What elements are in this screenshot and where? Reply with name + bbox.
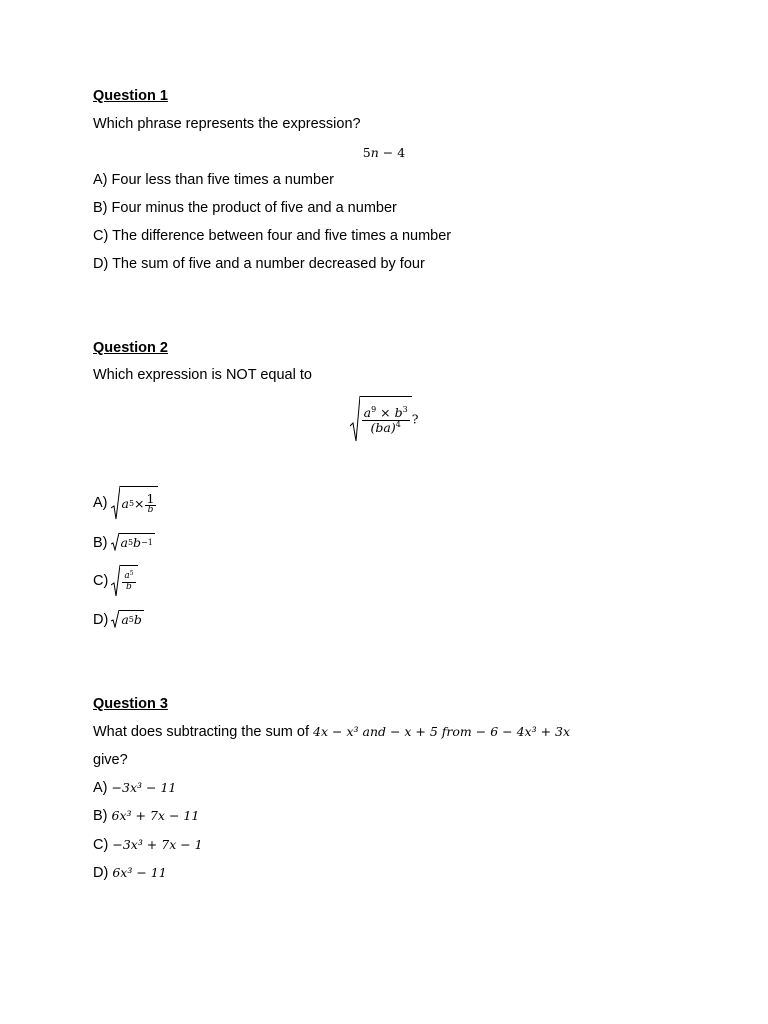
question-2-expression: $\frac{𝑎^9 \times 𝑏^3}{(𝑏𝑎)^4}$ ?	[0, 396, 768, 442]
question-3-prompt	[93, 723, 570, 741]
question-2-option-a: A) 𝑎 5 × $\frac{1}{\text{𝑏}}$	[93, 486, 158, 520]
question-3-option-c: C) −3𝑥³ + 7𝑥 − 1	[93, 837, 203, 853]
question-2-option-d: D) 𝑎 5 𝑏	[93, 611, 142, 628]
question-1-option-d: D) The sum of five and a number decreased by four	[93, 256, 425, 272]
radical-sign: $\frac{𝑎^9 \times 𝑏^3}{(𝑏𝑎)^4}$	[350, 396, 412, 442]
question-3-title: Question 3	[93, 696, 168, 712]
question-1-option-c: C) The difference between four and five times a number	[93, 228, 452, 244]
question-3-option-b: B) 6𝑥³ + 7𝑥 − 11	[93, 808, 200, 824]
question-1-prompt: Which phrase represents the expression?	[93, 116, 361, 132]
question-1-option-b: B) Four minus the product of five and a number	[93, 200, 397, 216]
question-1-title: Question 1	[93, 88, 168, 104]
question-2-option-b: B) 𝑎 5 𝑏 −1	[93, 534, 153, 551]
question-3-option-a: A) −3𝑥³ − 11	[93, 780, 177, 796]
question-3-option-d: D) 6𝑥³ − 11	[93, 865, 167, 881]
question-2-title: Question 2	[93, 340, 168, 356]
question-3-prompt-text: What does subtracting the sum of	[93, 724, 314, 740]
question-2-option-c: C) $\frac{𝑎^5}{\text{𝑏}}$	[93, 565, 138, 597]
question-3-prompt-math: 4𝑥 − 𝑥³ 𝑎𝑛𝑑 − 𝑥 + 5 𝑓𝑟𝑜𝑚 − 6 − 4𝑥³ + 3𝑥	[313, 724, 571, 739]
question-2-prompt: Which expression is NOT equal to	[93, 367, 312, 383]
question-1-option-a: A) Four less than five times a number	[93, 172, 334, 188]
question-3-prompt-continued: give?	[93, 752, 128, 768]
question-1-expression: 5𝑛 − 4	[362, 145, 406, 160]
